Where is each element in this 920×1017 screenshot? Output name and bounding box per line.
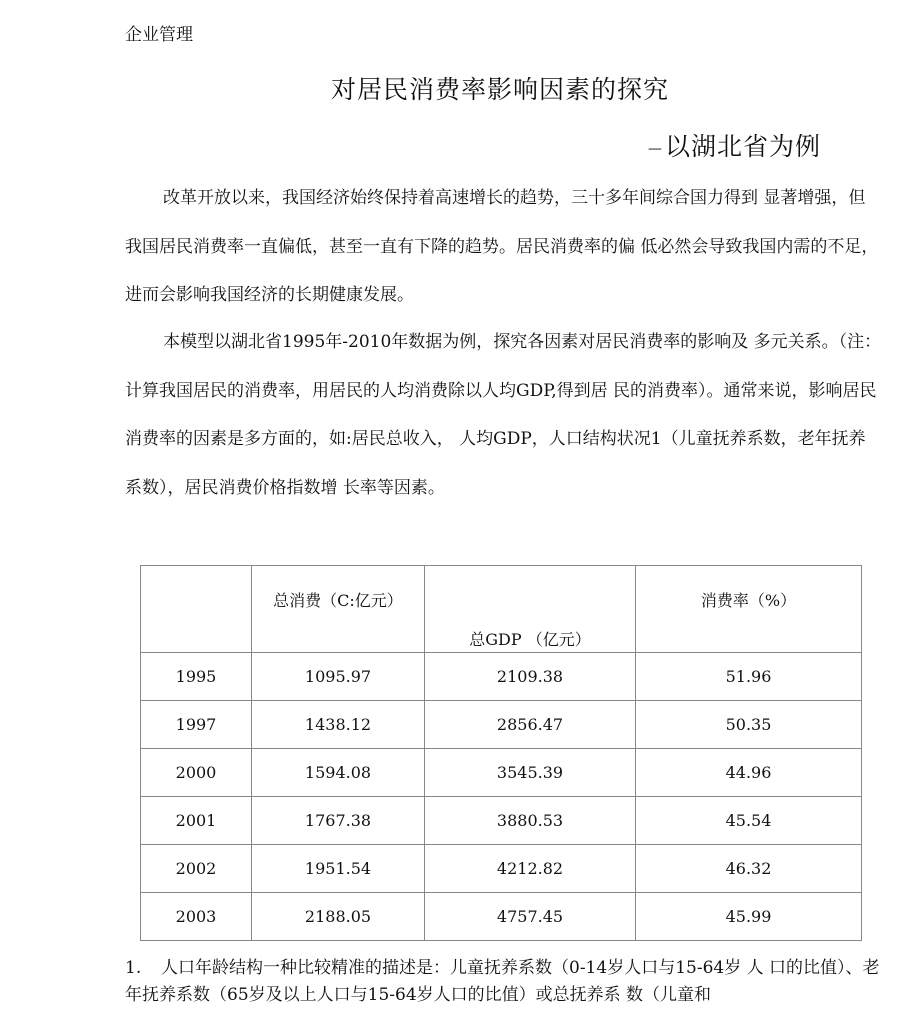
table-cell-consumption: 2188.05 [252, 893, 425, 941]
footnote-text: 人口年龄结构一种比较精准的描述是：儿童抚养系数（0-14岁人口与15-64岁 人 口的比值）、老年抚养系数（65岁及以上人口与15-64岁人口的比值）或总抚养系 数（儿童和 [125, 958, 880, 1005]
page-title: 对居民消费率影响因素的探究 [330, 75, 669, 104]
table-cell-year: 2001 [141, 797, 252, 845]
table-header-cell: 消费率（%） [636, 566, 862, 653]
table-cell-rate: 46.32 [636, 845, 862, 893]
table-cell-gdp: 4757.45 [425, 893, 636, 941]
table-cell-year: 2000 [141, 749, 252, 797]
table-cell-gdp: 3545.39 [425, 749, 636, 797]
table-cell-year: 1997 [141, 701, 252, 749]
paragraph-intro [125, 174, 882, 320]
table-cell-year: 2002 [141, 845, 252, 893]
subtitle-dash: — [648, 140, 663, 157]
table-cell-consumption: 1951.54 [252, 845, 425, 893]
page-subtitle [648, 127, 821, 163]
table-cell-consumption: 1767.38 [252, 797, 425, 845]
table-header-cell: 总消费（C:亿元） [252, 566, 425, 653]
table-cell-year: 1995 [141, 653, 252, 701]
table-row [141, 893, 862, 941]
header-label: 企业管理 [125, 25, 193, 45]
table-header-cell [141, 566, 252, 653]
table-cell-consumption: 1095.97 [252, 653, 425, 701]
table-row [141, 653, 862, 701]
table-row [141, 845, 862, 893]
table-cell-rate: 51.96 [636, 653, 862, 701]
table-header-cell: 总GDP （亿元） [425, 566, 636, 653]
paragraph-model-text: 本模型以湖北省1995年-2010年数据为例，探究各因素对居民消费率的影响及 多元关系。（注：计算我国居民的消费率，用居民的人均消费除以人均GDP,得到居 民的消费率）。通常来说，影响居民消费率的因素是多方面的，如:居民总收入， 人均GDP，人口结构状况1（儿童抚养系数，老年抚养系数），居民消费价格指数增 长率等因素。 [125, 332, 882, 498]
table-cell-year: 2003 [141, 893, 252, 941]
table-cell-gdp: 3880.53 [425, 797, 636, 845]
subtitle-text: 以湖北省为例 [665, 132, 822, 161]
footnote [125, 955, 882, 1009]
table-row [141, 797, 862, 845]
table-row [141, 749, 862, 797]
table-cell-rate: 45.54 [636, 797, 862, 845]
table-cell-rate: 50.35 [636, 701, 862, 749]
table-cell-gdp: 4212.82 [425, 845, 636, 893]
table-cell-rate: 44.96 [636, 749, 862, 797]
table-cell-consumption: 1594.08 [252, 749, 425, 797]
table-cell-gdp: 2856.47 [425, 701, 636, 749]
table-row [141, 701, 862, 749]
data-table [140, 565, 862, 941]
table-header-row [141, 566, 862, 653]
paragraph-intro-text: 改革开放以来，我国经济始终保持着高速增长的趋势，三十多年间综合国力得到 显著增强，但我国居民消费率一直偏低，甚至一直有下降的趋势。居民消费率的偏 低必然会导致我国内需的不足，进而会影响我国经济的长期健康发展。 [125, 188, 879, 305]
table-cell-gdp: 2109.38 [425, 653, 636, 701]
footnote-number: 1. [125, 958, 142, 978]
table-cell-rate: 45.99 [636, 893, 862, 941]
table-cell-consumption: 1438.12 [252, 701, 425, 749]
paragraph-model [125, 318, 882, 512]
